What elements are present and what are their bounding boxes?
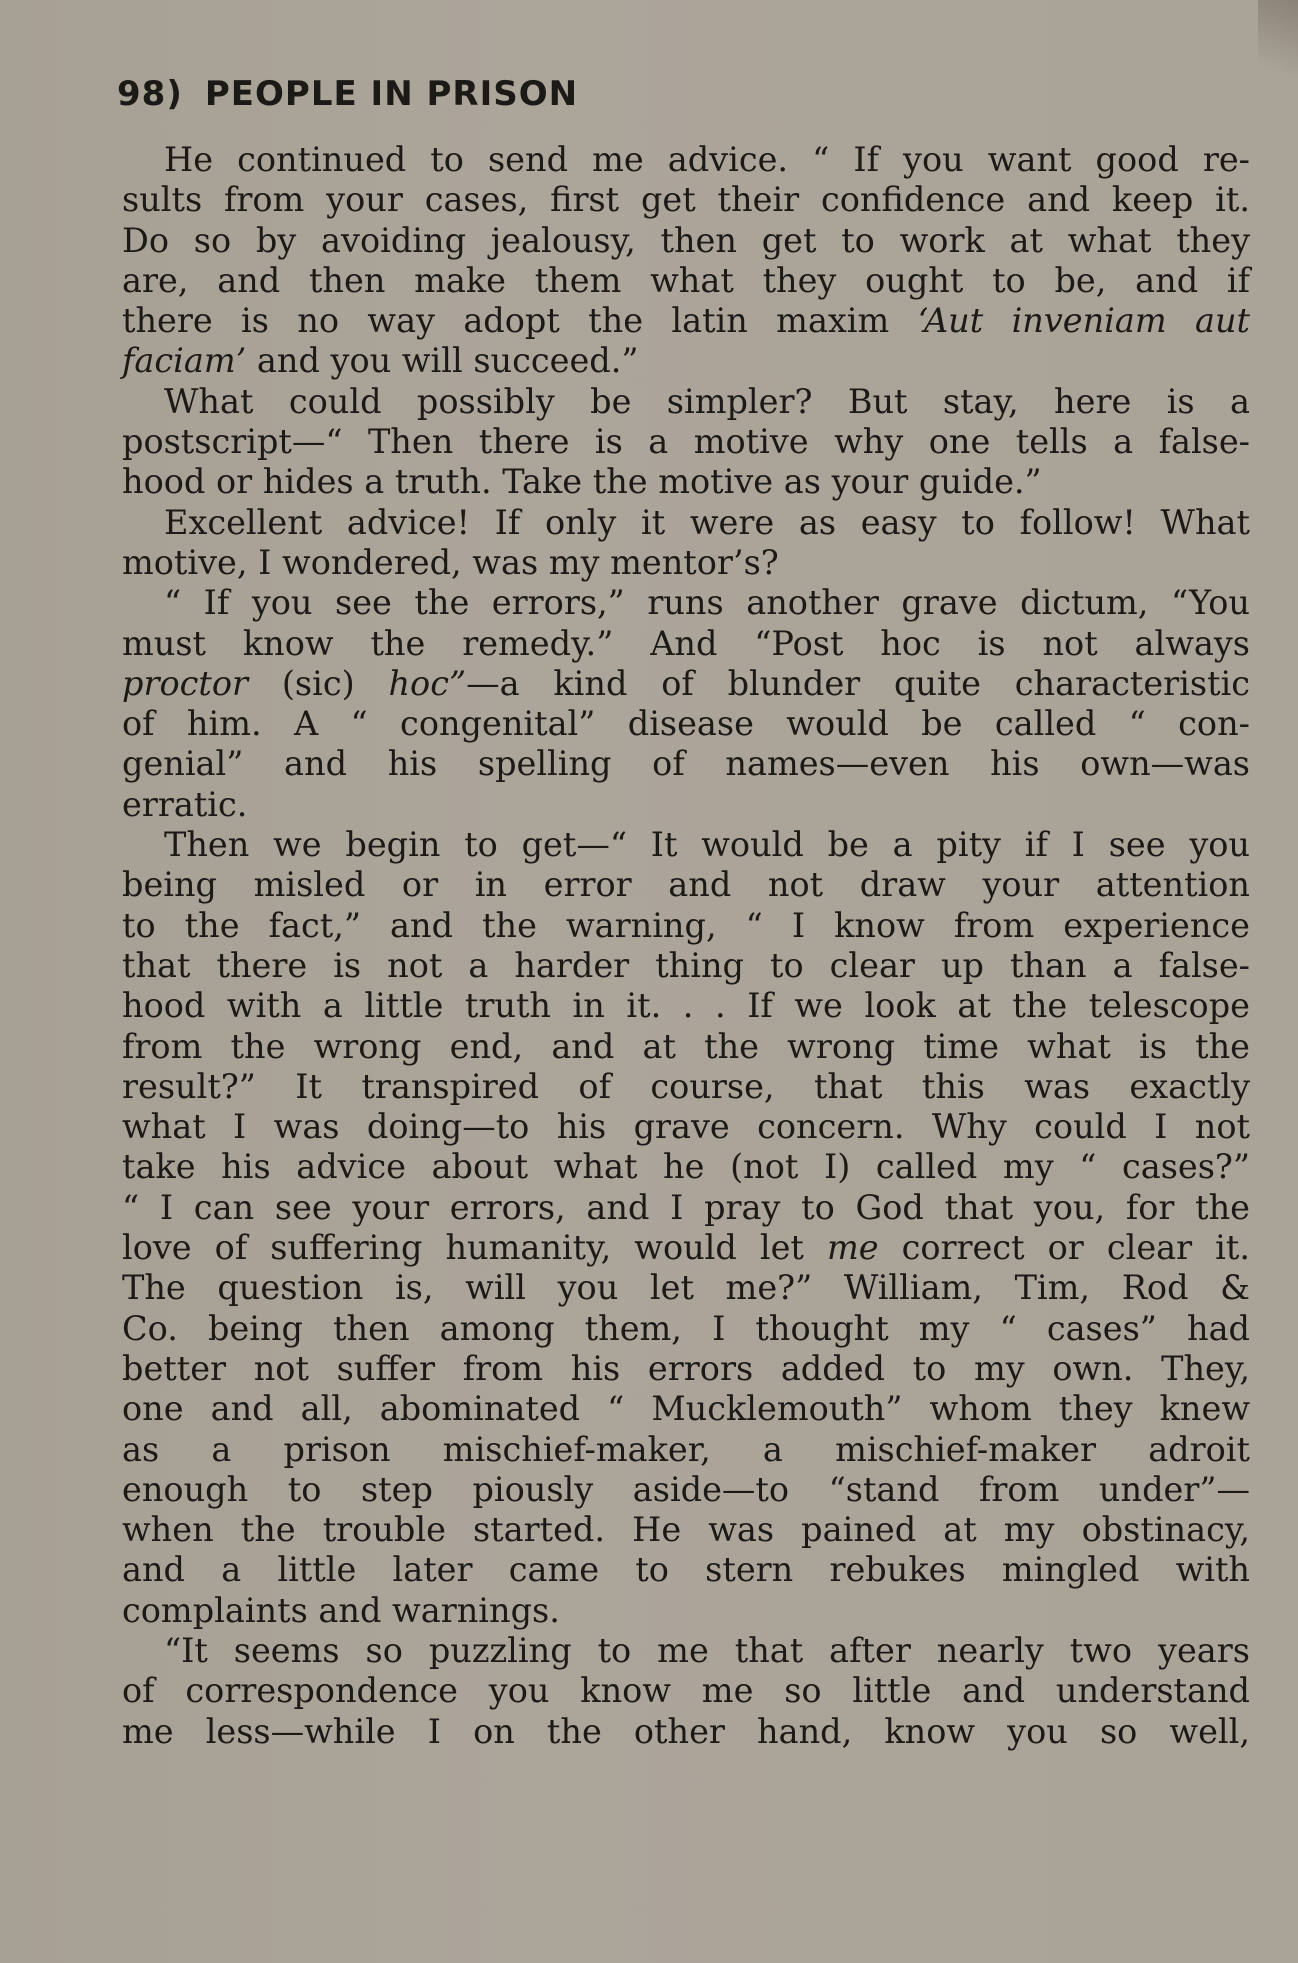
text-segment: Co. being then among them, I thought my “ cases” had [122, 1308, 1250, 1348]
text-segment: Do so by avoiding jealousy, then get to work at what they [122, 220, 1250, 260]
text-line [122, 664, 1250, 704]
text-line [122, 1712, 1250, 1752]
text-line [122, 1349, 1250, 1389]
text-line [122, 1067, 1250, 1107]
text-line [122, 1510, 1250, 1550]
text-line [122, 986, 1250, 1026]
text-segment: me less—while I on the other hand, know you so well, [122, 1711, 1250, 1751]
italic-text: faciam’ [122, 341, 247, 381]
text-line [122, 503, 1250, 543]
text-segment: The question is, will you let me?” William, Tim, Rod & [122, 1268, 1250, 1308]
text-line [122, 462, 1250, 502]
text-line [122, 704, 1250, 744]
text-segment: What could possibly be simpler? But stay, here is a [164, 381, 1250, 421]
page-number: 98) [117, 74, 183, 114]
text-segment: there is no way adopt the latin maxim [122, 301, 918, 341]
body-text [122, 140, 1250, 1752]
text-segment: Then we begin to get—“ It would be a pity if I see you [164, 825, 1250, 865]
text-segment: when the trouble started. He was pained at my obstinacy, [122, 1510, 1250, 1550]
text-line [122, 301, 1250, 341]
text-segment: what I was doing—to his grave concern. Why could I not [122, 1107, 1250, 1147]
running-title: PEOPLE IN PRISON [204, 74, 579, 114]
text-segment: from the wrong end, and at the wrong time what is the [122, 1026, 1250, 1066]
text-line [122, 744, 1250, 784]
text-segment: and you will succeed.” [246, 341, 639, 381]
text-line [122, 1470, 1250, 1510]
text-line [122, 865, 1250, 905]
text-segment: one and all, abominated “ Mucklemouth” whom they knew [122, 1389, 1250, 1429]
text-segment: Excellent advice! If only it were as easy to follow! What [164, 502, 1250, 542]
text-segment: as a prison mischief-maker, a mischief-maker adroit [122, 1429, 1250, 1469]
running-head [117, 74, 578, 114]
text-line [122, 543, 1250, 583]
text-segment: love of suffering humanity, would let [122, 1228, 827, 1268]
text-segment: (sic) [248, 663, 389, 703]
text-segment: are, and then make them what they ought to be, and if [122, 260, 1250, 300]
text-line [122, 1631, 1250, 1671]
text-segment: He continued to send me advice. “ If you want good re- [164, 140, 1250, 179]
text-line [122, 1147, 1250, 1187]
text-line [122, 1268, 1250, 1308]
text-segment: sults from your cases, first get their confidence and keep it. [122, 180, 1250, 220]
text-line [122, 946, 1250, 986]
italic-text: hoc” [388, 663, 467, 703]
text-line [122, 785, 1250, 825]
text-segment: erratic. [122, 784, 248, 824]
text-line [122, 1107, 1250, 1147]
text-line [122, 1027, 1250, 1067]
italic-text: ‘Aut inveniam aut [917, 301, 1250, 341]
text-segment: “It seems so puzzling to me that after nearly two years [164, 1630, 1250, 1670]
text-line [122, 624, 1250, 664]
text-line [122, 1550, 1250, 1590]
text-line [122, 341, 1250, 381]
text-segment: of correspondence you know me so little and understand [122, 1671, 1250, 1711]
text-line [122, 1591, 1250, 1631]
italic-text: me [826, 1228, 879, 1268]
text-line [122, 1188, 1250, 1228]
text-line [122, 180, 1250, 220]
italic-text: proctor [122, 663, 249, 703]
text-segment: take his advice about what he (not I) called my “ cases?” [122, 1147, 1250, 1187]
text-line [122, 906, 1250, 946]
text-line [122, 382, 1250, 422]
text-line [122, 1671, 1250, 1711]
text-segment: that there is not a harder thing to clear up than a false- [122, 945, 1250, 985]
text-line [122, 261, 1250, 301]
text-segment: “ I can see your errors, and I pray to God that you, for the [122, 1187, 1250, 1227]
page-corner-shadow [1258, 0, 1298, 100]
text-segment: postscript—“ Then there is a motive why one tells a false- [122, 422, 1250, 462]
text-segment: to the fact,” and the warning, “ I know from experience [122, 905, 1250, 945]
text-line [122, 221, 1250, 261]
text-segment: genial” and his spelling of names—even his own—was [122, 744, 1250, 784]
text-segment: and a little later came to stern rebukes mingled with [122, 1550, 1250, 1590]
text-segment: better not suffer from his errors added to my own. They, [122, 1348, 1250, 1388]
text-segment: hood with a little truth in it. . . If we look at the telescope [122, 986, 1250, 1026]
text-segment: of him. A “ congenital” disease would be called “ con- [122, 704, 1250, 744]
text-line [122, 583, 1250, 623]
text-line [122, 1309, 1250, 1349]
text-segment: result?” It transpired of course, that this was exactly [122, 1066, 1250, 1106]
text-segment: “ If you see the errors,” runs another grave dictum, “You [164, 583, 1250, 623]
text-segment: must know the remedy.” And “Post hoc is not always [122, 623, 1250, 663]
text-line [122, 140, 1250, 180]
text-segment: hood or hides a truth. Take the motive as your guide.” [122, 462, 1042, 502]
text-line [122, 1228, 1250, 1268]
text-segment: enough to step piously aside—to “stand from under”— [122, 1469, 1250, 1509]
text-line [122, 422, 1250, 462]
text-line [122, 1389, 1250, 1429]
text-line [122, 1430, 1250, 1470]
text-segment: correct or clear it. [878, 1228, 1250, 1268]
text-segment: being misled or in error and not draw your attention [122, 865, 1250, 905]
text-segment: —a kind of blunder quite characteristic [466, 663, 1251, 703]
text-segment: complaints and warnings. [122, 1590, 560, 1630]
text-segment: motive, I wondered, was my mentor’s? [122, 542, 779, 582]
text-line [122, 825, 1250, 865]
